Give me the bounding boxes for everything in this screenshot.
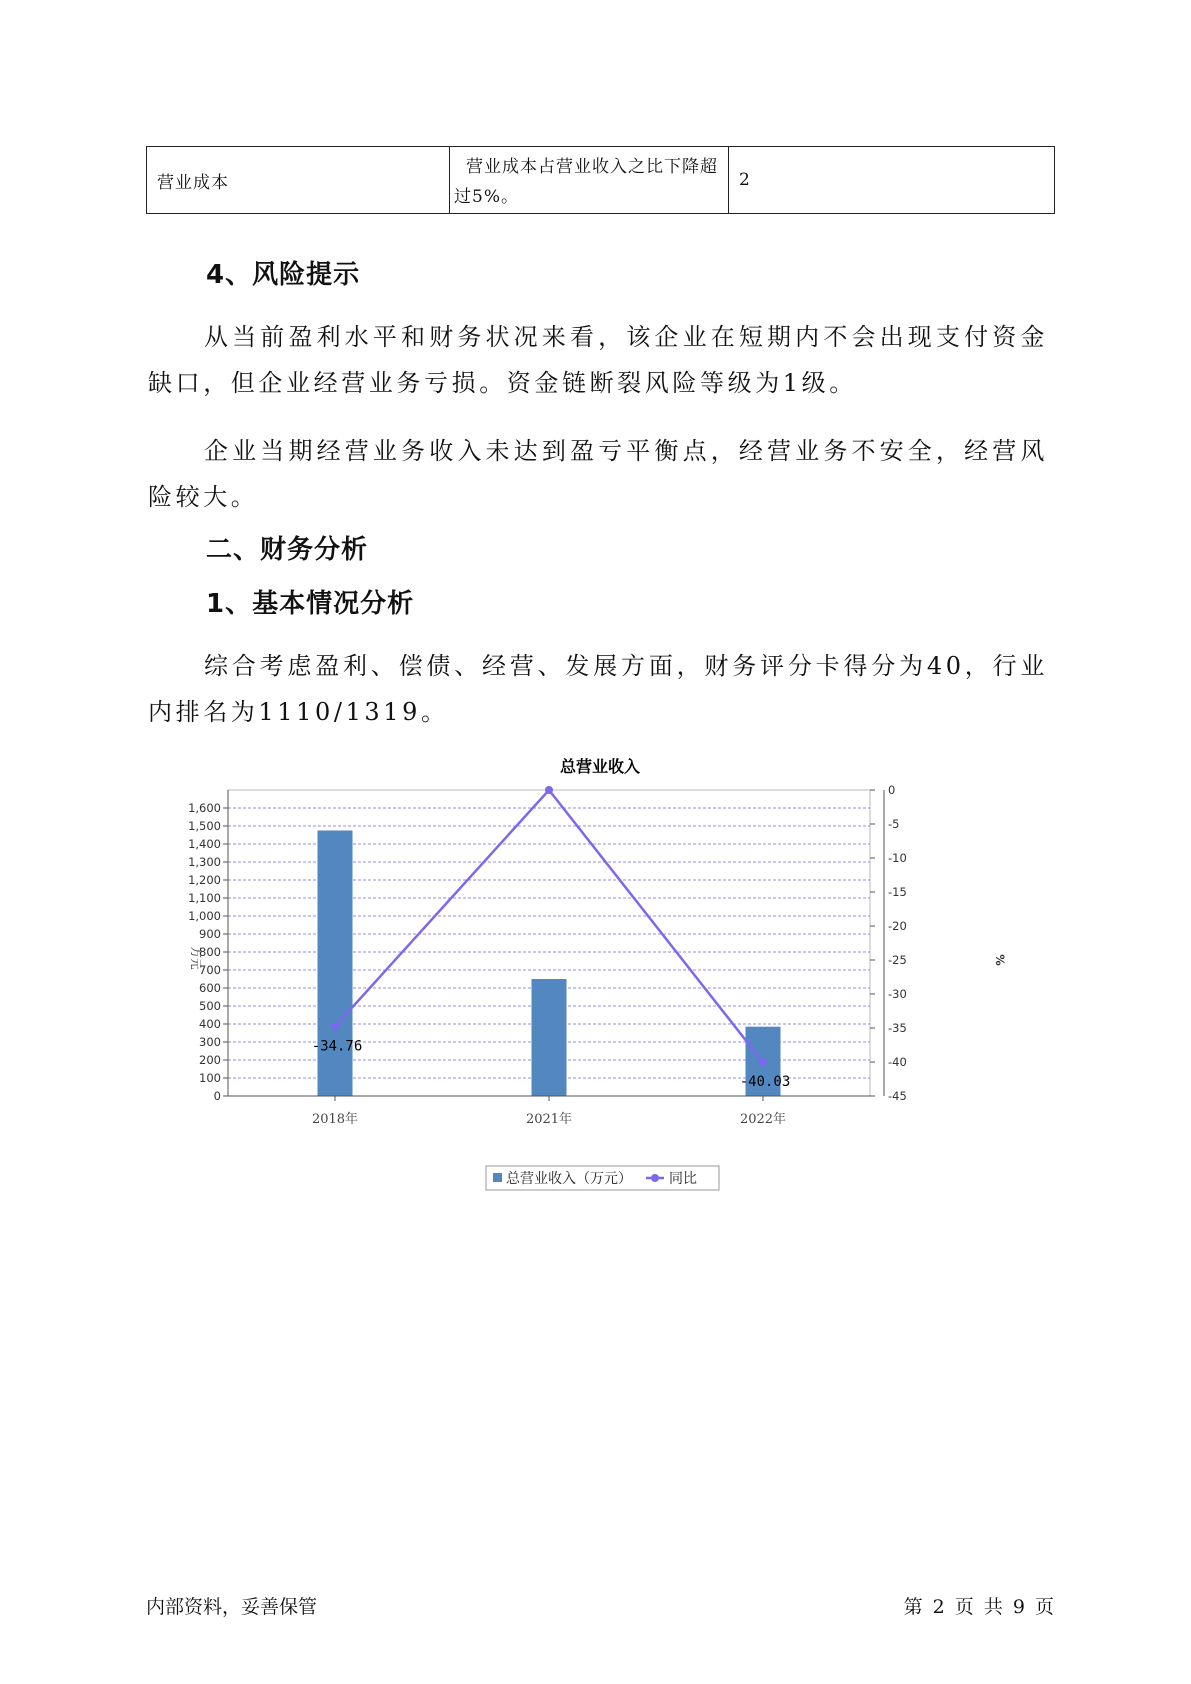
y-left-tick-label: 900 [199, 927, 221, 941]
y-left-tick-label: 300 [199, 1035, 221, 1049]
y-left-tick-label: 1,000 [188, 909, 221, 923]
y-left-tick-label: 400 [199, 1017, 221, 1031]
bar [318, 831, 353, 1097]
yoy-data-label: -40.03 [739, 1074, 791, 1091]
y-left-tick-label: 800 [199, 945, 221, 959]
footer-confidential: 内部资料，妥善保管 [146, 1596, 318, 1618]
yoy-point [545, 786, 553, 794]
y-left-tick-label: 1,500 [188, 819, 221, 833]
chart-legend [486, 1166, 719, 1190]
revenue-chart [170, 748, 1007, 1208]
y-left-tick-label: 1,100 [188, 891, 221, 905]
legend-line-marker [651, 1174, 659, 1182]
y-right-tick-label: -45 [888, 1089, 907, 1103]
table-cell-item: 营业成本 [147, 147, 450, 214]
basic-analysis-paragraph: 综合考虑盈利、偿债、经营、发展方面，财务评分卡得分为40，行业内排名为1110/1319。 [148, 652, 1048, 726]
legend-bar-label: 总营业收入（万元） [506, 1171, 632, 1187]
risk-heading: 4、风险提示 [206, 260, 361, 290]
y-left-tick-label: 200 [199, 1053, 221, 1067]
y-left-tick-label: 0 [213, 1089, 221, 1103]
y-left-tick-label: 1,400 [188, 837, 221, 851]
table-cell-rule [450, 147, 729, 214]
y-right-tick-label: -35 [888, 1021, 907, 1035]
y-right-tick-label: -25 [888, 953, 907, 967]
rule-line-1: 营业成本占营业收入之比下降超 [466, 157, 718, 177]
y-left-tick-label: 1,300 [188, 855, 221, 869]
risk-paragraph-1: 从当前盈利水平和财务状况来看，该企业在短期内不会出现支付资金缺口，但企业经营业务亏损。资金链断裂风险等级为1级。 [148, 323, 1048, 397]
y-left-tick-label: 100 [199, 1071, 221, 1085]
table-cell-score: 2 [729, 147, 1055, 214]
y-right-tick-label: -40 [888, 1055, 907, 1069]
y-left-tick-label: 1,600 [188, 801, 221, 815]
x-tick-label: 2021年 [525, 1112, 573, 1127]
table-row [147, 147, 1055, 214]
y-right-tick-label: -30 [888, 987, 907, 1001]
y-right-tick-label: -10 [888, 851, 907, 865]
risk-table [146, 146, 1055, 214]
y-right-tick-label: -15 [888, 885, 907, 899]
basic-analysis-heading: 1、基本情况分析 [206, 589, 415, 619]
chart-title: 总营业收入 [559, 757, 641, 776]
bar [532, 979, 567, 1096]
y-left-tick-label: 600 [199, 981, 221, 995]
y-left-tick-label: 700 [199, 963, 221, 977]
y-axis-right-label: % [993, 954, 1007, 966]
x-tick-label: 2022年 [739, 1112, 787, 1127]
x-tick-label: 2018年 [311, 1112, 359, 1127]
y-left-tick-label: 1,200 [188, 873, 221, 887]
yoy-point [331, 1022, 339, 1030]
y-axis-left-label: 万元 [189, 946, 203, 970]
risk-paragraph-2: 企业当期经营业务收入未达到盈亏平衡点，经营业务不安全，经营风险较大。 [148, 437, 1048, 511]
financial-analysis-heading: 二、财务分析 [206, 535, 369, 565]
footer-page-number: 第 2 页 共 9 页 [903, 1596, 1054, 1618]
legend-line-label: 同比 [669, 1171, 697, 1187]
y-right-tick-label: -5 [888, 817, 900, 831]
y-left-tick-label: 500 [199, 999, 221, 1013]
yoy-point [759, 1058, 767, 1066]
y-right-tick-label: 0 [888, 783, 896, 797]
legend-bar-swatch [493, 1173, 502, 1182]
y-right-tick-label: -20 [888, 919, 907, 933]
rule-line-2: 过5%。 [454, 187, 519, 207]
yoy-data-label: -34.76 [311, 1038, 363, 1055]
